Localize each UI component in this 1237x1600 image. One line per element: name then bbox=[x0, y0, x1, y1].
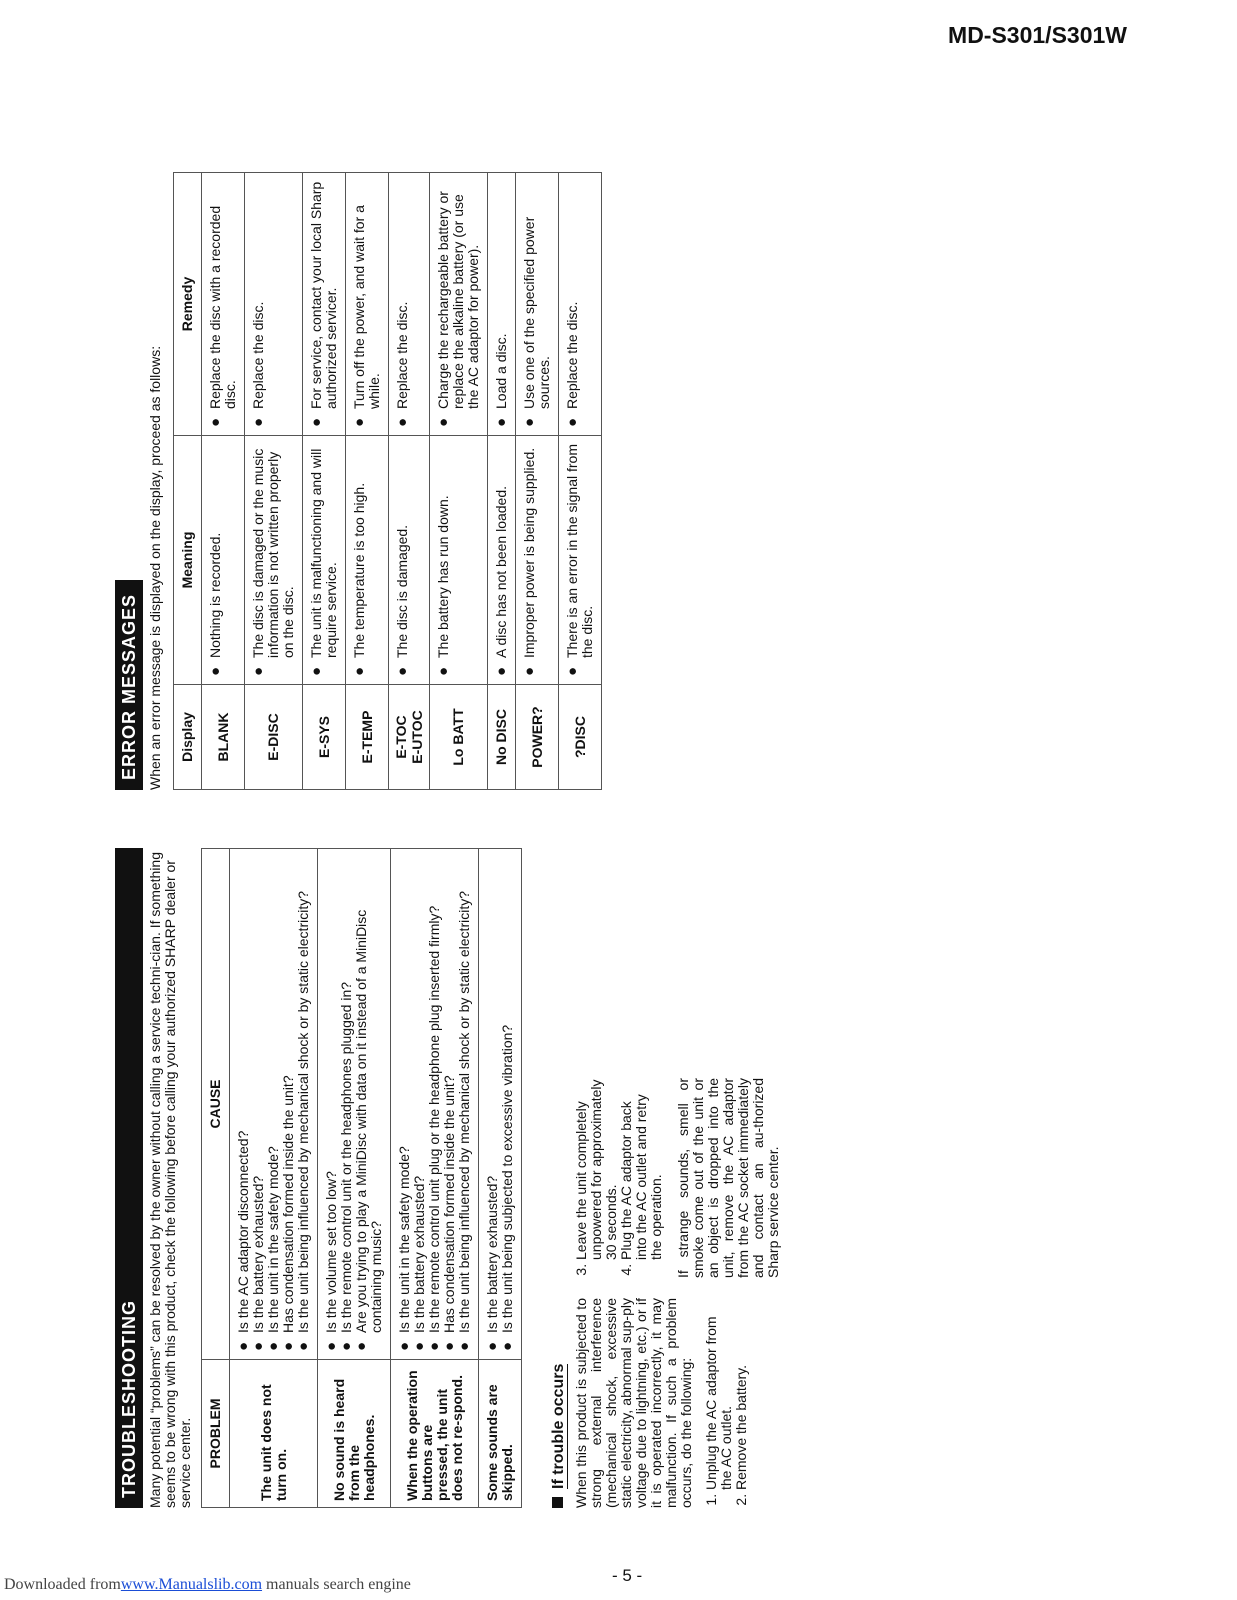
meaning-cell bbox=[202, 436, 245, 685]
cause-cell bbox=[230, 849, 318, 1360]
meaning-text: ● The unit is malfunctioning and will require service. bbox=[309, 444, 339, 676]
page-number: - 5 - bbox=[612, 1566, 643, 1585]
cause-cell bbox=[318, 849, 391, 1360]
trouble-column-1 bbox=[574, 1298, 791, 1508]
cause-item: ● Is the unit being influenced by mechanical shock or by static electricity? bbox=[457, 857, 472, 1351]
trouble-heading bbox=[550, 848, 568, 1508]
cause-item: ● Has condensation formed inside the unit? bbox=[281, 857, 296, 1351]
meaning-cell bbox=[389, 436, 430, 685]
problem-cell: Some sounds are skipped. bbox=[479, 1360, 522, 1508]
remedy-cell bbox=[346, 173, 389, 436]
download-footer bbox=[4, 1576, 411, 1594]
display-cell: E-SYS bbox=[303, 685, 346, 790]
column-header-cause: CAUSE bbox=[202, 849, 230, 1360]
cause-item: ● Is the battery exhausted? bbox=[251, 857, 266, 1351]
cause-item: ● Is the AC adaptor disconnected? bbox=[236, 857, 251, 1351]
meaning-cell bbox=[303, 436, 346, 685]
error-messages-section bbox=[115, 150, 795, 790]
meaning-cell bbox=[516, 436, 559, 685]
square-bullet-icon bbox=[552, 1497, 563, 1508]
table-row bbox=[230, 849, 318, 1508]
cause-item: ● Is the volume set too low? bbox=[324, 857, 339, 1351]
table-row bbox=[245, 173, 303, 790]
remedy-text: ● For service, contact your local Sharp authorized servicer. bbox=[309, 181, 339, 427]
troubleshooting-title: TROUBLESHOOTING bbox=[115, 848, 143, 1508]
table-row bbox=[318, 849, 391, 1508]
troubleshooting-section bbox=[115, 848, 935, 1508]
cause-cell bbox=[391, 849, 479, 1360]
cause-item: ● Has condensation formed inside the unit? bbox=[442, 857, 457, 1351]
cause-item: ● Is the remote control unit plug or the headphone plug inserted firmly? bbox=[427, 857, 442, 1351]
trouble-step: 4. Plug the AC adaptor back into the AC outlet and retry the operation. bbox=[619, 1078, 664, 1260]
remedy-text: ● Use one of the specified power sources. bbox=[522, 181, 552, 427]
manualslib-link[interactable]: www.Manualslib.com bbox=[120, 1576, 263, 1593]
footer-tagline: manuals search engine bbox=[266, 1576, 411, 1593]
meaning-cell bbox=[245, 436, 303, 685]
trouble-paragraph: When this product is subjected to strong external interference (mechanical shock, excessive static electricity, abnormal sup-ply voltage due to lightning, etc.) or if it is operated incorrectly, it may malfunction. If such a problem occurs, do the following: bbox=[573, 1298, 694, 1508]
remedy-text: ● Load a disc. bbox=[494, 181, 509, 427]
display-cell: Lo BATT bbox=[430, 685, 488, 790]
remedy-cell bbox=[202, 173, 245, 436]
table-row bbox=[488, 173, 516, 790]
meaning-text: ● The disc is damaged. bbox=[395, 444, 410, 676]
remedy-text: ● Turn off the power, and wait for a while. bbox=[352, 181, 382, 427]
error-messages-intro: When an error message is displayed on the display, proceed as follows: bbox=[147, 345, 163, 790]
remedy-text: ● Replace the disc. bbox=[251, 181, 266, 427]
cause-item: ● Are you trying to play a MiniDisc with data on it instead of a MiniDisc containing music? bbox=[354, 857, 384, 1351]
display-cell: BLANK bbox=[202, 685, 245, 790]
display-cell: ?DISC bbox=[559, 685, 602, 790]
troubleshooting-intro: Many potential “problems” can be resolved by the owner without calling a service techni-cian. If something seems to be wrong with this product, check the following before calling your authorized SHARP dealer or service center. bbox=[147, 852, 193, 1508]
remedy-cell bbox=[389, 173, 430, 436]
table-row bbox=[389, 173, 430, 790]
meaning-text: ● The battery has run down. bbox=[436, 444, 451, 676]
table-row bbox=[516, 173, 559, 790]
cause-item: ● Is the unit being influenced by mechanical shock or by static electricity? bbox=[296, 857, 311, 1351]
table-row bbox=[202, 173, 245, 790]
troubleshooting-table bbox=[201, 848, 522, 1508]
remedy-cell bbox=[516, 173, 559, 436]
meaning-text: ● The disc is damaged or the music information is not written properly on the disc. bbox=[251, 444, 296, 676]
remedy-text: ● Replace the disc. bbox=[565, 181, 580, 427]
table-row bbox=[559, 173, 602, 790]
cause-item: ● Is the unit in the safety mode? bbox=[266, 857, 281, 1351]
remedy-cell bbox=[430, 173, 488, 436]
error-messages-table bbox=[173, 172, 602, 790]
error-messages-title: ERROR MESSAGES bbox=[115, 580, 143, 790]
display-cell: No DISC bbox=[488, 685, 516, 790]
table-row bbox=[479, 849, 522, 1508]
trouble-step: 3. Leave the unit completely unpowered for approximately 30 seconds. bbox=[574, 1078, 619, 1260]
meaning-text: ● The temperature is too high. bbox=[352, 444, 367, 676]
trouble-heading-text: If trouble occurs bbox=[550, 1363, 567, 1489]
footer-prefix: Downloaded from bbox=[4, 1576, 121, 1593]
problem-cell: The unit does not turn on. bbox=[230, 1360, 318, 1508]
column-header-problem: PROBLEM bbox=[202, 1360, 230, 1508]
display-cell: E-TEMP bbox=[346, 685, 389, 790]
remedy-cell bbox=[245, 173, 303, 436]
meaning-cell bbox=[346, 436, 389, 685]
remedy-cell bbox=[559, 173, 602, 436]
display-cell: POWER? bbox=[516, 685, 559, 790]
cause-item: ● Is the remote control unit or the headphones plugged in? bbox=[339, 857, 354, 1351]
display-cell: E-TOC E-UTOC bbox=[389, 685, 430, 790]
column-header-meaning: Meaning bbox=[174, 436, 202, 685]
meaning-cell bbox=[559, 436, 602, 685]
cause-item: ● Is the battery exhausted? bbox=[412, 857, 427, 1351]
meaning-text: ● A disc has not been loaded. bbox=[494, 444, 509, 676]
meaning-text: ● There is an error in the signal from the disc. bbox=[565, 444, 595, 676]
remedy-cell bbox=[303, 173, 346, 436]
column-header-remedy: Remedy bbox=[174, 173, 202, 436]
cause-cell bbox=[479, 849, 522, 1360]
trouble-step: 2. Remove the battery. bbox=[734, 1298, 749, 1490]
table-row bbox=[346, 173, 389, 790]
problem-cell: No sound is heard from the headphones. bbox=[318, 1360, 391, 1508]
cause-item: ● Is the battery exhausted? bbox=[485, 857, 500, 1351]
cause-item: ● Is the unit being subjected to excessive vibration? bbox=[500, 857, 515, 1351]
remedy-text: ● Replace the disc with a recorded disc. bbox=[208, 181, 238, 427]
meaning-text: ● Improper power is being supplied. bbox=[522, 444, 537, 676]
cause-item: ● Is the unit in the safety mode? bbox=[397, 857, 412, 1351]
trouble-warning: If strange sounds, smell or smoke come out of the unit or an object is dropped into the unit, remove the AC adaptor from the AC socket immediately and contact an au-thorized Sharp service center. bbox=[675, 1078, 781, 1278]
meaning-cell bbox=[430, 436, 488, 685]
table-row bbox=[391, 849, 479, 1508]
table-row bbox=[303, 173, 346, 790]
meaning-cell bbox=[488, 436, 516, 685]
trouble-columns bbox=[574, 848, 791, 1508]
remedy-cell bbox=[488, 173, 516, 436]
model-number: MD-S301/S301W bbox=[948, 22, 1127, 48]
remedy-text: ● Charge the rechargeable battery or replace the alkaline battery (or use the AC adaptor for power). bbox=[436, 181, 481, 427]
trouble-column-2 bbox=[574, 1078, 791, 1278]
meaning-text: ● Nothing is recorded. bbox=[208, 444, 223, 676]
display-cell: E-DISC bbox=[245, 685, 303, 790]
table-row bbox=[430, 173, 488, 790]
remedy-text: ● Replace the disc. bbox=[395, 181, 410, 427]
problem-cell: When the operation buttons are pressed, the unit does not re-spond. bbox=[391, 1360, 479, 1508]
column-header-display: Display bbox=[174, 685, 202, 790]
trouble-step: 1. Unplug the AC adaptor from the AC outlet. bbox=[704, 1298, 734, 1490]
